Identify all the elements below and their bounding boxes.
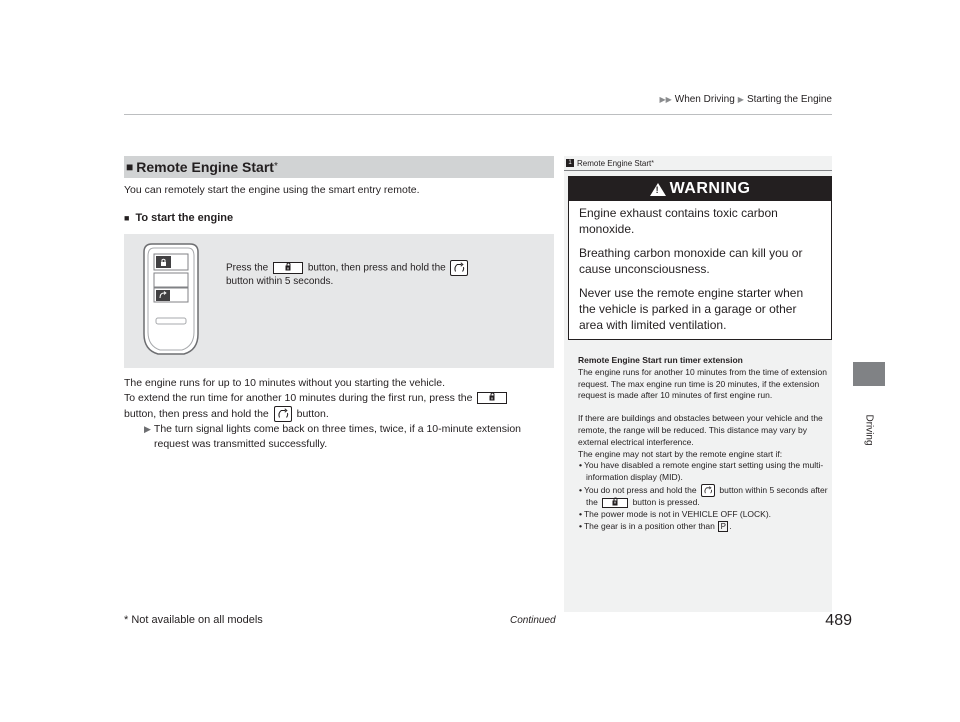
warning-triangle-icon: !	[650, 183, 666, 196]
warning-box	[568, 176, 832, 340]
list-item: • You have disabled a remote engine start setting using the multi-information display (MID).	[579, 460, 824, 483]
body-text	[124, 376, 554, 452]
sidebar-title-rule	[564, 170, 832, 171]
list-item: • The gear is in a position other than P .	[579, 520, 732, 531]
park-key-icon: P	[718, 521, 728, 532]
subsection-heading	[124, 212, 233, 224]
warning-label: WARNING	[669, 180, 751, 197]
lock-button-icon	[602, 498, 628, 508]
subsection-title: To start the engine	[135, 212, 234, 224]
lock-button-icon	[273, 262, 303, 274]
square-bullet-icon: ■	[124, 213, 130, 223]
list-item: • You do not press and hold the button within 5 seconds after the button is pressed.	[579, 484, 828, 507]
page-number: 489	[825, 612, 852, 629]
header-divider	[124, 114, 832, 115]
section-asterisk: *	[273, 160, 278, 172]
chapter-tab-marker	[853, 362, 885, 386]
warning-p2: Breathing carbon monoxide can kill you or cause unconsciousness.	[579, 246, 803, 276]
key-fob-illustration	[138, 242, 204, 360]
breadcrumb-part1: When Driving	[674, 94, 735, 105]
section-heading	[124, 156, 554, 178]
reference-number-icon: 1	[566, 159, 574, 167]
intro-text: You can remotely start the engine using the smart entry remote.	[124, 184, 420, 196]
square-bullet-icon: ■	[126, 160, 134, 174]
engine-start-button-icon	[701, 484, 715, 497]
body-line1: The engine runs for up to 10 minutes without you starting the vehicle.	[124, 377, 446, 389]
section-title: Remote Engine Start	[136, 159, 274, 175]
warning-header	[569, 177, 831, 201]
result-note: ▶ The turn signal lights come back on three times, twice, if a 10-minute extension request was transmitted successfully.	[144, 423, 522, 450]
condition-list	[578, 460, 828, 532]
breadcrumb-arrow-icon: ▶▶	[659, 95, 672, 104]
chapter-label: Driving	[863, 414, 875, 446]
engine-start-button-icon	[274, 406, 292, 422]
breadcrumb-part2: Starting the Engine	[746, 94, 832, 105]
note-heading: Remote Engine Start run timer extension	[578, 355, 743, 365]
result-arrow-icon: ▶	[144, 424, 151, 434]
illustration-instruction: Press the button, then press and hold the button within 5 seconds.	[226, 260, 516, 288]
continued-label: Continued	[510, 615, 556, 626]
note-paragraph: The engine runs for another 10 minutes from the time of extension request. The max engine run time is 20 minutes, if the extension request is made after 10 minutes of first engine run.	[578, 366, 827, 401]
engine-start-button-icon	[450, 260, 468, 276]
sidebar-notes	[578, 355, 828, 532]
breadcrumb	[659, 94, 832, 105]
warning-body	[569, 201, 831, 333]
footnote: * Not available on all models	[124, 614, 263, 626]
warning-p1: Engine exhaust contains toxic carbon monoxide.	[579, 206, 778, 236]
sidebar-title: 1 Remote Engine Start *	[564, 156, 832, 170]
note-paragraph: The engine may not start by the remote engine start if:	[578, 448, 783, 459]
breadcrumb-arrow-icon: ▶	[737, 95, 744, 104]
body-line2: To extend the run time for another 10 minutes during the first run, press the	[124, 391, 554, 406]
body-line3: button, then press and hold the button.	[124, 406, 554, 422]
list-item: • The power mode is not in VEHICLE OFF (LOCK).	[579, 508, 772, 519]
lock-button-icon	[477, 392, 507, 404]
note-paragraph: If there are buildings and obstacles between your vehicle and the remote, the range will be reduced. This distance may vary by external electrical interference.	[578, 413, 823, 447]
warning-p3: Never use the remote engine starter when the vehicle is parked in a garage or other area with limited ventilation.	[579, 286, 804, 332]
